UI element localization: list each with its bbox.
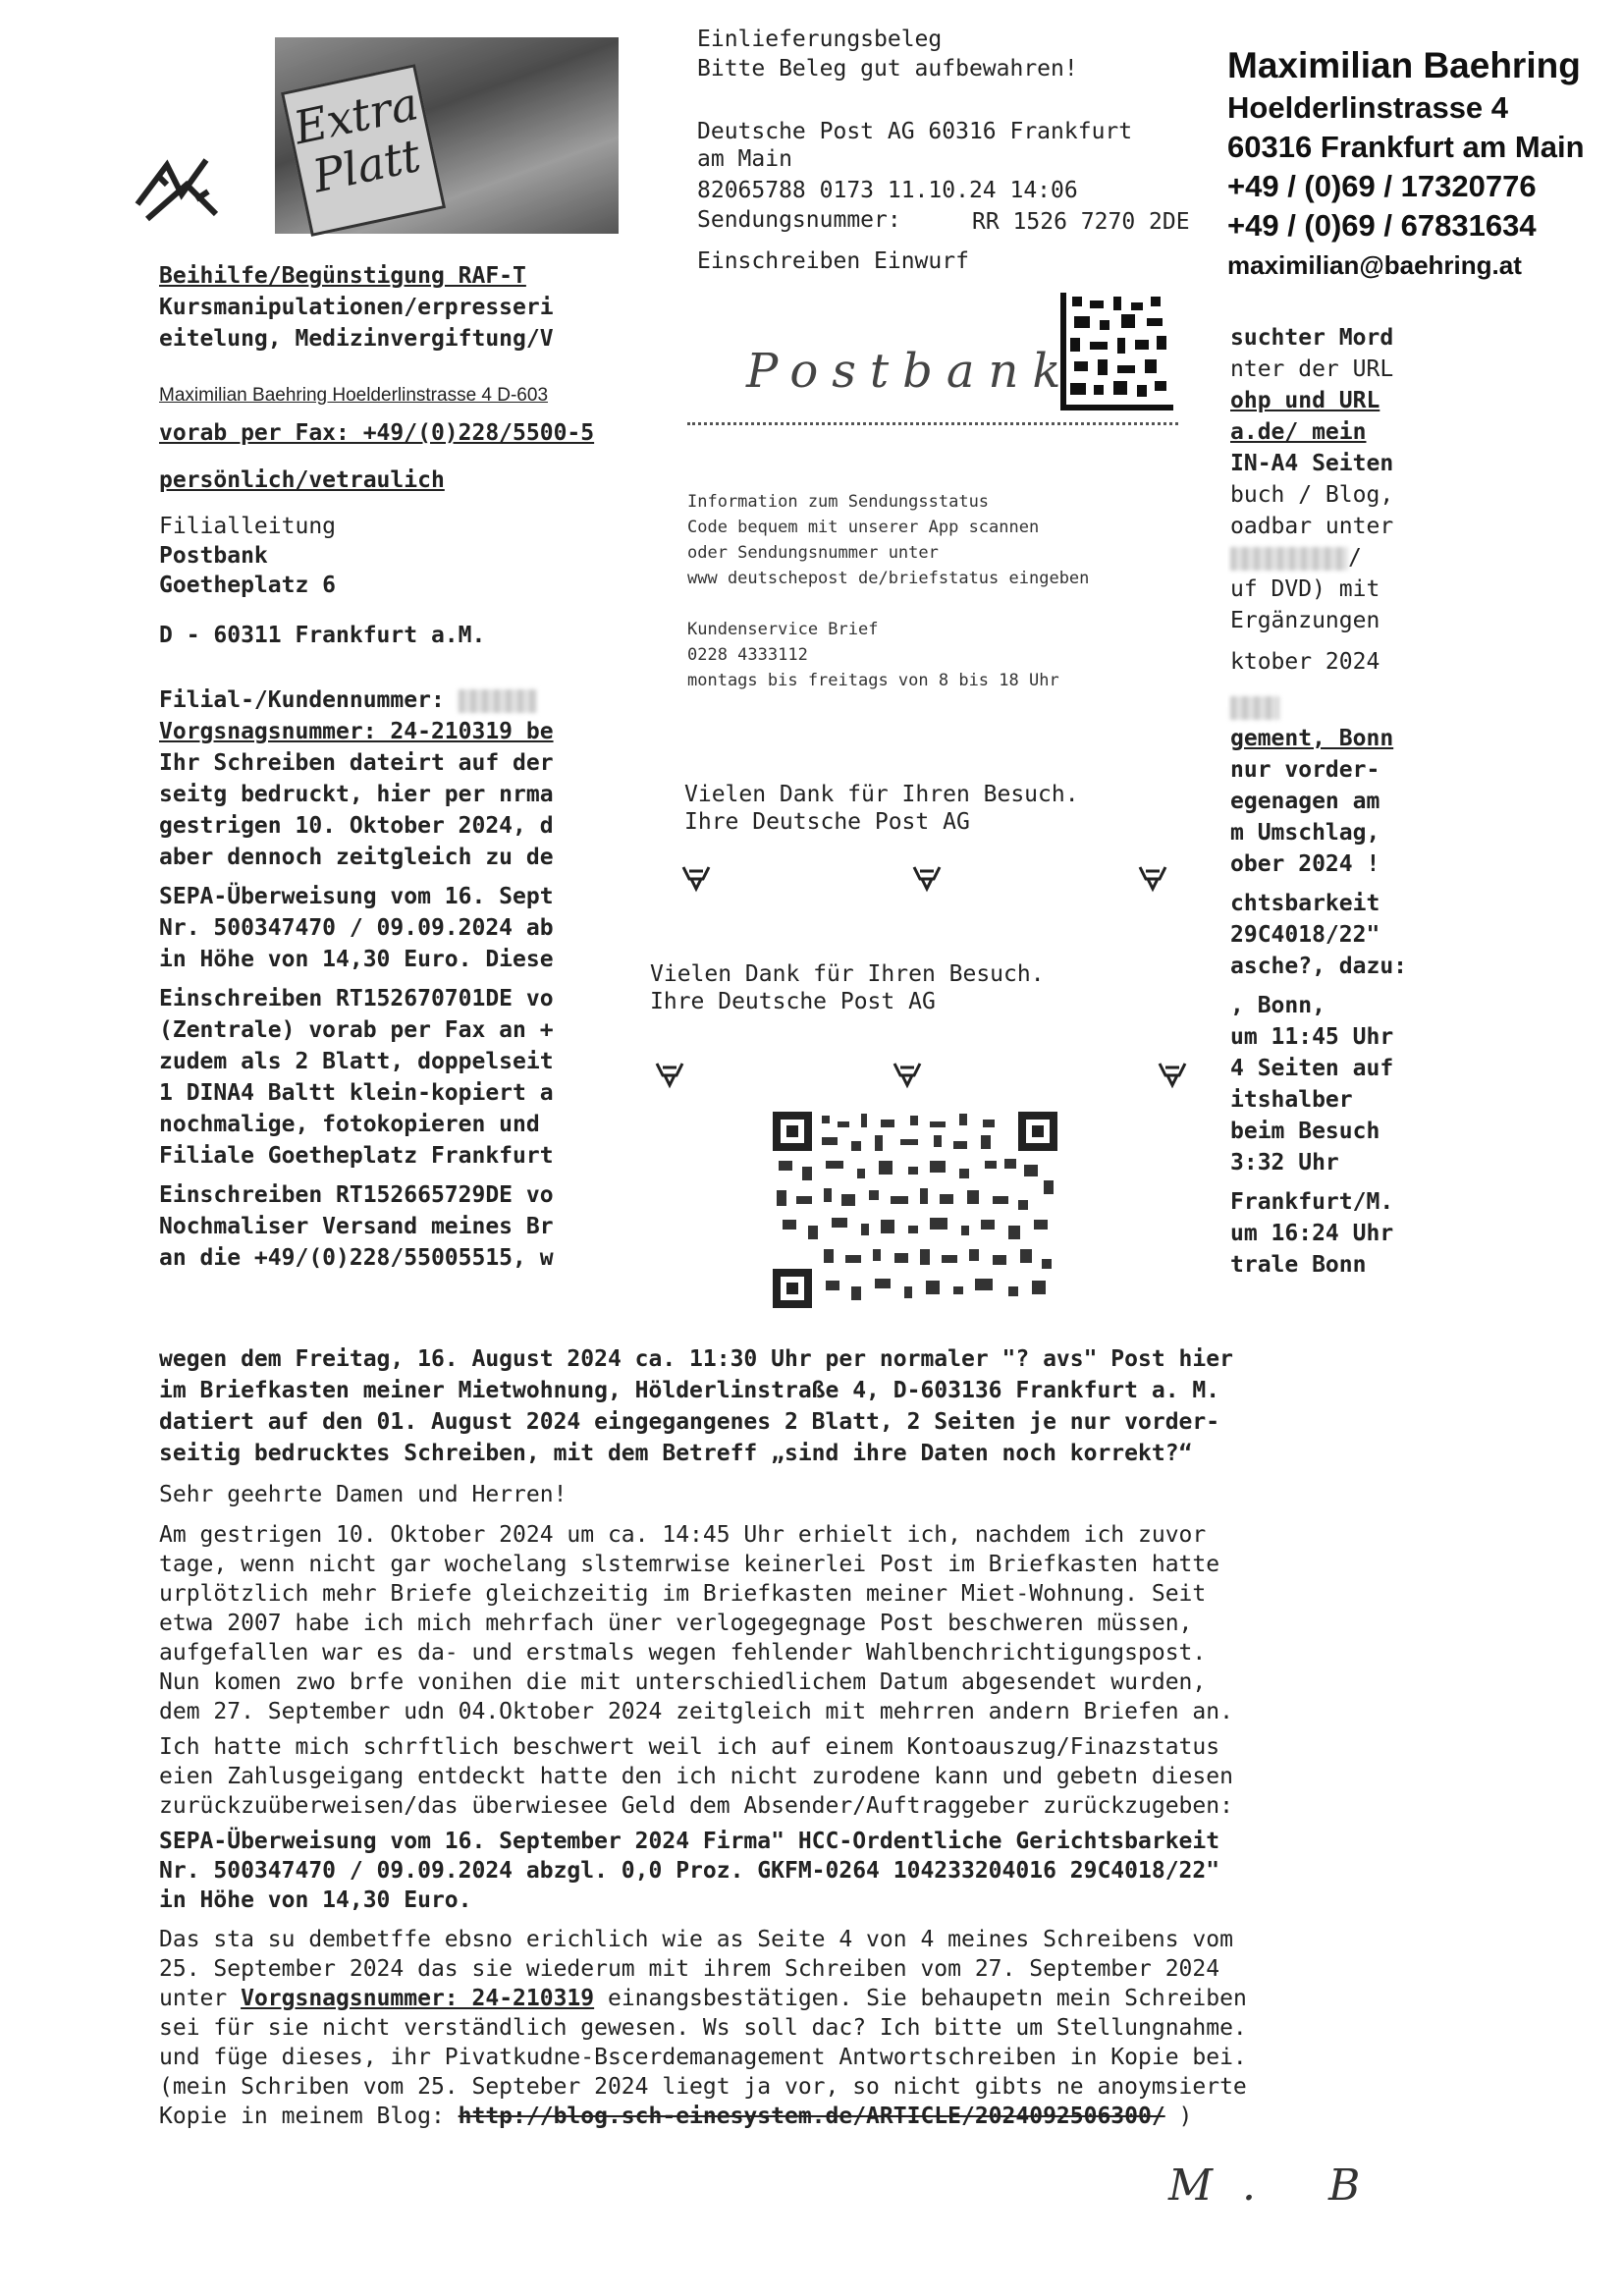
service-line-3: montags bis freitags von 8 bis 18 Uhr	[687, 671, 1059, 690]
body-left-12: nochmalige, fotokopieren und	[159, 1112, 540, 1137]
letter-left-column	[159, 260, 621, 1274]
body-line-2: im Briefkasten meiner Mietwohnung, Hölderlinstraße 4, D-603136 Frankfurt a. M.	[159, 1378, 1220, 1403]
body-left-5: SEPA-Überweisung vom 16. Sept	[159, 884, 554, 909]
info-line-3: oder Sendungsnummer unter	[687, 543, 939, 563]
body-right-1: suchter Mord	[1230, 325, 1394, 351]
recipient-line-1: Filialleitung	[159, 514, 337, 539]
body-right-redacted	[1230, 691, 1623, 723]
post-horn-icon	[653, 1056, 686, 1089]
body-left-1: Ihr Schreiben dateirt auf der	[159, 750, 554, 776]
body-right-23: itshalber	[1230, 1087, 1353, 1113]
paragraph-4-line: 25. September 2024 das sie wiederum mit ihrem Schreiben vom 27. September 2024	[159, 1956, 1220, 1982]
post-horn-icon	[910, 859, 944, 893]
body-right-6: buch / Blog,	[1230, 482, 1394, 508]
paragraph-1-line: urplötzlich mehr Briefe gleichzeitig im Briefkasten meiner Miet-Wohnung. Seit	[159, 1581, 1207, 1607]
post-horn-icon	[679, 859, 713, 893]
service-line-1: Kundenservice Brief	[687, 620, 879, 639]
letter-right-column	[1230, 322, 1623, 1281]
paragraph-4-line: und füge dieses, ihr Pivatkudne-Bscerdemanagement Antwortschreiben in Kopie bei.	[159, 2045, 1247, 2070]
body-right-21: um 11:45 Uhr	[1230, 1024, 1394, 1050]
personal-note: persönlich/vetraulich	[159, 467, 445, 493]
body-line-1: wegen dem Freitag, 16. August 2024 ca. 11:30 Uhr per normaler "? avs" Post hier	[159, 1346, 1233, 1372]
paragraph-2-line: eien Zahlusgeigang entdeckt hatte den ich nicht zurodene kann und gebetn diesen	[159, 1764, 1233, 1789]
paragraph-4-line: unter Vorgsnagsnummer: 24-210319 einangsbestätigen. Sie behaupetn mein Schreiben	[159, 1986, 1247, 2011]
body-right-8: /	[1230, 542, 1623, 574]
info-line-2: Code bequem mit unserer App scannen	[687, 518, 1040, 537]
redacted-block	[459, 689, 537, 713]
redacted-block	[1230, 696, 1279, 720]
body-right-9: uf DVD) mit	[1230, 576, 1380, 602]
body-right-5: IN-A4 Seiten	[1230, 451, 1394, 476]
body-left-15: Nochmaliser Versand meines Br	[159, 1214, 554, 1239]
transfer-line: in Höhe von 14,30 Euro.	[159, 1887, 472, 1913]
sender-email: maximilian@baehring.at	[1227, 250, 1522, 280]
greeting: Sehr geehrte Damen und Herren!	[159, 1482, 568, 1507]
paragraph-1-line: aufgefallen war es da- und erstmals wegen fehlender Wahlbenchrichtigungspost.	[159, 1640, 1207, 1666]
body-right-26: Frankfurt/M.	[1230, 1189, 1394, 1215]
customer-number	[159, 684, 621, 716]
body-left-2: seitg bedruckt, hier per nrma	[159, 782, 554, 807]
paragraph-4-line: Das sta su dembetffe ebsno erichlich wie as Seite 4 von 4 meines Schreibens vom	[159, 1927, 1233, 1952]
body-right-20: , Bonn,	[1230, 993, 1325, 1018]
tracking-label: Sendungsnummer:	[697, 207, 901, 233]
body-right-17: chtsbarkeit	[1230, 891, 1380, 916]
handwritten-recipient: Postbank	[746, 344, 1075, 399]
post-horn-icon	[1136, 859, 1169, 893]
body-line-3: datiert auf den 01. August 2024 eingegangenes 2 Blatt, 2 Seiten je nur vorder-	[159, 1409, 1220, 1435]
paragraph-1-line: tage, wenn nicht gar wochelang slstemrwise keinerlei Post im Briefkasten hatte	[159, 1552, 1220, 1577]
info-line-4: www deutschepost de/briefstatus eingeben	[687, 569, 1090, 588]
receipt-keep-note: Bitte Beleg gut aufbewahren!	[697, 56, 1078, 82]
postal-receipt	[619, 0, 1227, 707]
body-left-14: Einschreiben RT152665729DE vo	[159, 1182, 554, 1208]
paragraph-1	[159, 1520, 1435, 1726]
dotted-divider	[687, 422, 1178, 425]
paragraph-3	[159, 1827, 1435, 1915]
sender-address-line: Maximilian Baehring Hoelderlinstrasse 4 D-603	[159, 385, 549, 406]
letterhead-logo	[128, 37, 619, 248]
subject-line-2: Kursmanipulationen/erpresseri	[159, 295, 554, 320]
logo-symbol-icon	[128, 145, 236, 234]
body-left-8: Einschreiben RT152670701DE vo	[159, 986, 554, 1011]
service-line-2: 0228 4333112	[687, 645, 808, 665]
receipt-post-city: am Main	[697, 146, 792, 172]
thanks-text-1: Vielen Dank für Ihren Besuch.	[684, 782, 1079, 807]
body-right-13: nur vorder-	[1230, 757, 1380, 783]
body-right-2: nter der URL	[1230, 356, 1394, 382]
receipt-id-line: 82065788 0173 11.10.24 14:06	[697, 178, 1078, 203]
company-text-1: Ihre Deutsche Post AG	[684, 809, 970, 835]
redacted-block	[1230, 547, 1348, 571]
body-line-4: seitig bedrucktes Schreiben, mit dem Betreff „sind ihre Daten noch korrekt?“	[159, 1441, 1193, 1466]
sender-fax: +49 / (0)69 / 67831634	[1227, 208, 1537, 243]
paragraph-1-line: Nun komen zwo brfe vonihen die mit unterschiedlichem Datum abgesendet wurden,	[159, 1669, 1207, 1695]
blog-link[interactable]: http://blog.sch-einesystem.de/ARTICLE/2024092506300/	[458, 2104, 1165, 2129]
paragraph-1-line: dem 27. September udn 04.Oktober 2024 zeitgleich mit mehrren andern Briefen an.	[159, 1699, 1233, 1724]
letter-body	[159, 1343, 1435, 2131]
postal-receipt-thanks-2	[625, 923, 1215, 1316]
fax-line: vorab per Fax: +49/(0)228/5500-5	[159, 420, 595, 446]
recipient-line-3: Goetheplatz 6	[159, 573, 337, 598]
postal-receipt-thanks-1	[625, 732, 1215, 923]
body-left-3: gestrigen 10. Oktober 2024, d	[159, 813, 554, 839]
paragraph-1-line: Am gestrigen 10. Oktober 2024 um ca. 14:45 Uhr erhielt ich, nachdem ich zuvor	[159, 1522, 1207, 1548]
datamatrix-code-icon	[1060, 293, 1173, 410]
body-right-25: 3:32 Uhr	[1230, 1150, 1339, 1175]
body-left-9: (Zentrale) vorab per Fax an +	[159, 1017, 554, 1043]
subject-line-3: eitelung, Medizinvergiftung/V	[159, 326, 554, 352]
post-horn-icon	[1156, 1056, 1189, 1089]
body-left-6: Nr. 500347470 / 09.09.2024 ab	[159, 915, 554, 941]
body-right-24: beim Besuch	[1230, 1119, 1380, 1144]
subject-line-1: Beihilfe/Begünstigung RAF-T	[159, 263, 526, 289]
body-left-16: an die +49/(0)228/55005515, w	[159, 1245, 554, 1271]
body-right-4: a.de/ mein	[1230, 419, 1367, 445]
paragraph-4-line: sei für sie nicht verständlich gewesen. Ws soll dac? Ich bitte um Stellungnahme.	[159, 2015, 1247, 2041]
sender-city: 60316 Frankfurt am Main	[1227, 130, 1585, 164]
paragraph-2-line: Ich hatte mich schrftlich beschwert weil ich auf einem Kontoauszug/Finazstatus	[159, 1734, 1220, 1760]
body-left-7: in Höhe von 14,30 Euro. Diese	[159, 947, 554, 972]
company-text-2: Ihre Deutsche Post AG	[650, 989, 936, 1014]
sender-header	[1227, 43, 1620, 285]
body-left-10: zudem als 2 Blatt, doppelseit	[159, 1049, 554, 1074]
transfer-line: Nr. 500347470 / 09.09.2024 abzgl. 0,0 Proz. GKFM-0264 104233204016 29C4018/22"	[159, 1858, 1220, 1884]
body-right-12: gement, Bonn	[1230, 726, 1394, 751]
body-right-22: 4 Seiten auf	[1230, 1056, 1394, 1081]
sender-phone: +49 / (0)69 / 17320776	[1227, 169, 1537, 203]
sender-street: Hoelderlinstrasse 4	[1227, 90, 1509, 125]
receipt-service-type: Einschreiben Einwurf	[697, 248, 969, 274]
paragraph-1-line: etwa 2007 habe ich mich mehrfach üner verlogegegnage Post beschweren müssen,	[159, 1611, 1193, 1636]
logo-extra-platt: Extra Platt	[281, 64, 446, 237]
receipt-title: Einlieferungsbeleg	[697, 27, 943, 52]
body-right-11: ktober 2024	[1230, 649, 1380, 675]
tracking-number: RR 1526 7270 2DE	[972, 209, 1190, 235]
paragraph-4	[159, 1925, 1435, 2131]
customer-number-label: Filial-/Kundennummer:	[159, 687, 445, 713]
body-right-16: ober 2024 !	[1230, 851, 1380, 877]
paragraph-4-line: Kopie in meinem Blog: http://blog.sch-einesystem.de/ARTICLE/2024092506300/ )	[159, 2104, 1193, 2129]
post-horn-icon	[891, 1056, 924, 1089]
recipient-line-2: Postbank	[159, 543, 268, 569]
reference-number-inline: Vorgsnagsnummer: 24-210319	[241, 1986, 595, 2011]
body-right-7: oadbar unter	[1230, 514, 1394, 539]
thanks-text-2: Vielen Dank für Ihren Besuch.	[650, 961, 1045, 987]
paragraph-4-line: (mein Schriben vom 25. Septeber 2024 liegt ja vor, so nicht gibts ne anoymsierte	[159, 2074, 1247, 2100]
paragraph-2	[159, 1732, 1435, 1821]
body-right-10: Ergänzungen	[1230, 608, 1380, 633]
recipient-line-4: D - 60311 Frankfurt a.M.	[159, 623, 486, 648]
receipt-post-office: Deutsche Post AG 60316 Frankfurt	[697, 119, 1133, 144]
body-left-4: aber dennoch zeitgleich zu de	[159, 845, 554, 870]
body-right-18: 29C4018/22"	[1230, 922, 1380, 948]
qr-code-icon	[773, 1112, 1057, 1308]
body-left-11: 1 DINA4 Baltt klein-kopiert a	[159, 1080, 554, 1106]
body-right-14: egenagen am	[1230, 789, 1380, 814]
body-right-28: trale Bonn	[1230, 1252, 1367, 1278]
sender-name: Maximilian Baehring	[1227, 45, 1581, 85]
signature: M. B	[1168, 2160, 1390, 2211]
transfer-line: SEPA-Überweisung vom 16. September 2024 Firma" HCC-Ordentliche Gerichtsbarkeit	[159, 1829, 1220, 1854]
body-left-13: Filiale Goetheplatz Frankfurt	[159, 1143, 554, 1169]
body-right-27: um 16:24 Uhr	[1230, 1221, 1394, 1246]
body-right-15: m Umschlag,	[1230, 820, 1380, 846]
body-right-3: ohp und URL	[1230, 388, 1380, 413]
paragraph-2-line: zurückzuüberweisen/das überwiesee Geld dem Absender/Auftraggeber zurückzugeben:	[159, 1793, 1233, 1819]
info-line-1: Information zum Sendungsstatus	[687, 492, 990, 512]
body-right-19: asche?, dazu:	[1230, 954, 1408, 979]
reference-number: Vorgsnagsnummer: 24-210319 be	[159, 719, 554, 744]
